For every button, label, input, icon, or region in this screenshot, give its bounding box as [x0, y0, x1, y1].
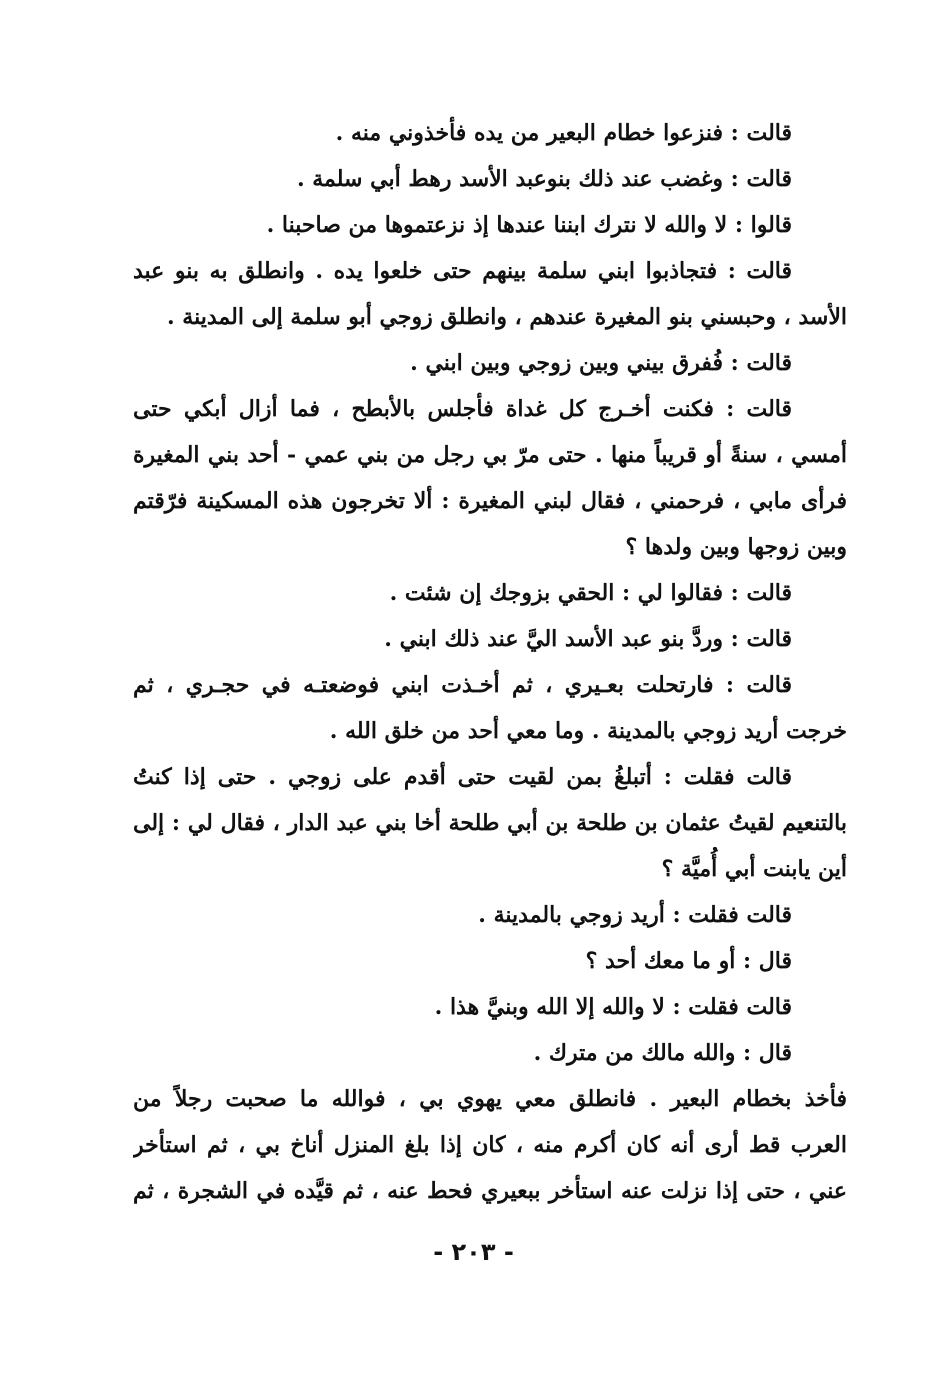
text-line: قالت : فقالوا لي : الحقي بزوجك إن شئت .	[389, 580, 792, 606]
text-line: قالت : فكنت أخـرج كل غداة فأجلس بالأبطح ، فما أزال أبكي حتى	[133, 396, 792, 422]
text-line: بالتنعيم لقيتُ عثمان بن طلحة بن أبي طلحة أخا بني عبد الدار ، فقال لي : إلى	[133, 810, 847, 836]
text-line: عني ، حتى إذا نزلت عنه استأخر ببعيري فحط عنه ، ثم قيَّده في الشجرة ، ثم	[133, 1178, 847, 1204]
text-line: قالت : فنزعوا خطام البعير من يده فأخذوني منه .	[335, 120, 792, 146]
text-line: قال : أو ما معك أحد ؟	[585, 948, 792, 974]
text-line: قالت : فُفرق بيني وبين زوجي وبين ابني .	[410, 350, 792, 376]
text-line: أمسي ، سنةً أو قريباً منها . حتى مرّ بي رجل من بني عمي - أحد بني المغيرة	[133, 442, 847, 468]
text-line: أين يابنت أبي أُميَّة ؟	[661, 856, 847, 882]
text-line: العرب قط أرى أنه كان أكرم منه ، كان إذا بلغ المنزل أناخ بي ، ثم استأخر	[133, 1132, 847, 1158]
body-text	[133, 110, 847, 1214]
text-line: قالت : وغضب عند ذلك بنوعبد الأسد رهط أبي سلمة .	[296, 166, 792, 192]
text-line: قال : والله مالك من مترك .	[533, 1040, 792, 1066]
page-number: - ٢٠٣ -	[433, 1238, 514, 1266]
text-line: قالوا : لا والله لا نترك ابننا عندها إذ نزعتموها من صاحبنا .	[266, 212, 792, 238]
text-line: خرجت أريد زوجي بالمدينة . وما معي أحد من خلق الله .	[329, 718, 847, 744]
text-line: قالت : فتجاذبوا ابني سلمة بينهم حتى خلعوا يده . وانطلق به بنو عبد	[133, 258, 792, 284]
text-line: قالت فقلت : لا والله إلا الله وبنيَّ هذا .	[434, 994, 792, 1020]
text-line: قالت فقلت : أريد زوجي بالمدينة .	[478, 902, 792, 928]
text-line: وبين زوجها وبين ولدها ؟	[625, 534, 847, 560]
text-line: فأخذ بخطام البعير . فانطلق معي يهوي بي ، فوالله ما صحبت رجلاً من	[133, 1086, 847, 1112]
text-line: قالت : وردَّ بنو عبد الأسد اليَّ عند ذلك ابني .	[384, 626, 792, 652]
text-line: فرأى مابي ، فرحمني ، فقال لبني المغيرة : ألا تخرجون هذه المسكينة فرّقتم	[133, 488, 847, 514]
text-line: قالت : فارتحلت بعـيري ، ثم أخـذت ابني فوضعتـه في حجـري ، ثم	[133, 672, 792, 698]
text-line: الأسد ، وحبسني بنو المغيرة عندهم ، وانطلق زوجي أبو سلمة إلى المدينة .	[166, 304, 847, 330]
text-line: قالت فقلت : أتبلغُ بمن لقيت حتى أقدم على زوجي . حتى إذا كنتُ	[133, 764, 792, 790]
